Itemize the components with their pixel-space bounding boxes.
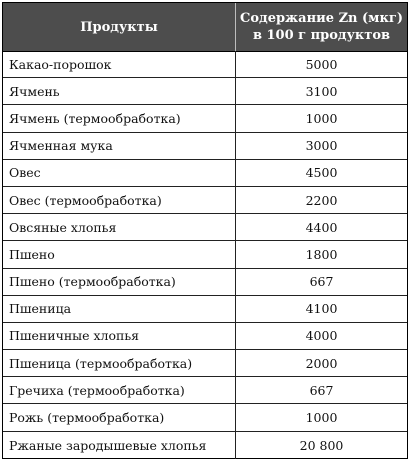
zn-value: 3100 xyxy=(305,83,338,99)
table-row xyxy=(3,350,407,377)
table-row xyxy=(3,377,407,404)
table-row xyxy=(3,51,407,78)
table-header xyxy=(3,3,407,52)
zn-value: 4500 xyxy=(305,165,338,181)
zn-value: 1000 xyxy=(305,110,338,126)
product-name: Гречиха (термообработка) xyxy=(3,377,236,403)
header-products xyxy=(3,3,236,51)
zn-value: 4000 xyxy=(305,328,338,344)
product-name: Рожь (термообработка) xyxy=(3,404,236,430)
table-row xyxy=(3,214,407,241)
zn-value: 1800 xyxy=(305,246,338,262)
product-name: Ячмень (термообработка) xyxy=(3,105,236,131)
zn-value: 20 800 xyxy=(299,437,344,453)
table-row xyxy=(3,296,407,323)
zn-value: 5000 xyxy=(305,56,338,72)
header-zn-content xyxy=(236,3,407,51)
product-name: Ржаные зародышевые хлопья xyxy=(3,432,236,459)
table-row xyxy=(3,323,407,350)
table-row xyxy=(3,241,407,268)
product-name: Пшеница (термообработка) xyxy=(3,350,236,376)
product-name: Пшено xyxy=(3,241,236,267)
header-products-label: Продукты xyxy=(80,19,158,35)
product-name: Овес xyxy=(3,160,236,186)
zn-value: 667 xyxy=(309,274,334,290)
zn-value: 4100 xyxy=(305,301,338,317)
table-row xyxy=(3,105,407,132)
zn-value: 4400 xyxy=(305,219,338,235)
product-name: Ячмень xyxy=(3,78,236,104)
product-name: Какао-порошок xyxy=(3,51,236,77)
zn-value: 1000 xyxy=(305,410,338,426)
product-name: Овес (термообработка) xyxy=(3,187,236,213)
header-zn-line2: в 100 г продуктов xyxy=(252,28,391,43)
zn-value: 2000 xyxy=(305,355,338,371)
table-row xyxy=(3,432,407,459)
product-name: Ячменная мука xyxy=(3,133,236,159)
product-name: Овсяные хлопья xyxy=(3,214,236,240)
table-row xyxy=(3,187,407,214)
table-row xyxy=(3,404,407,431)
product-name: Пшеничные хлопья xyxy=(3,323,236,349)
zn-value: 3000 xyxy=(305,138,338,154)
table-row xyxy=(3,160,407,187)
header-zn-line1: Содержание Zn (мкг) xyxy=(240,11,403,26)
table-row xyxy=(3,269,407,296)
table-row xyxy=(3,133,407,160)
product-name: Пшеница xyxy=(3,296,236,322)
table-row xyxy=(3,78,407,105)
table-body xyxy=(3,51,407,458)
product-name: Пшено (термообработка) xyxy=(3,269,236,295)
zn-value: 667 xyxy=(309,382,334,398)
zinc-content-table xyxy=(2,2,408,459)
zn-value: 2200 xyxy=(305,192,338,208)
